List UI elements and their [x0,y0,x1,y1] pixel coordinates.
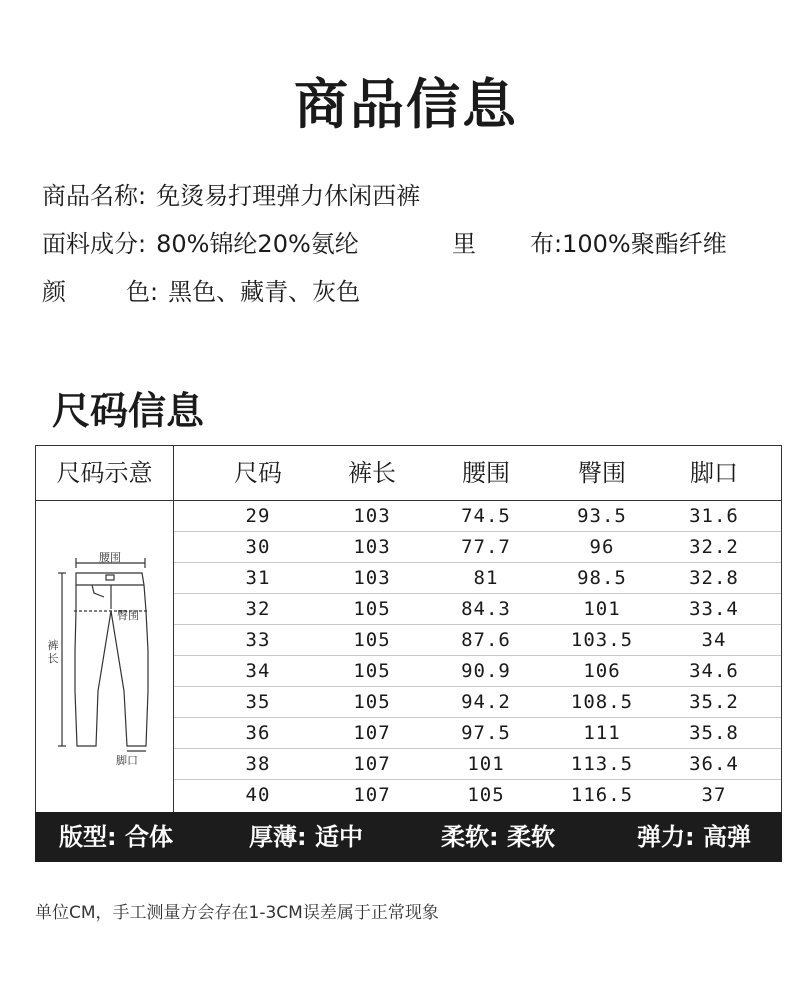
thickness-attribute: 厚薄: 适中 [249,823,363,851]
table-cell: 32 [245,598,271,620]
table-cell: 33 [245,629,271,651]
attribute-bar [35,812,782,862]
table-cell: 105 [353,598,391,620]
table-cell: 36 [245,722,271,744]
table-cell: 36.4 [689,753,739,775]
table-cell: 32.2 [689,536,739,558]
fabric-label: 面料成分: [42,230,147,258]
diagram-label-waist: 腰围 [99,551,121,564]
table-cell: 103 [353,505,391,527]
table-cell: 34 [701,629,727,651]
lining-label-2: 布: [530,230,563,258]
table-cell: 105 [467,784,505,806]
table-cell: 32.8 [689,567,739,589]
table-row [174,563,781,594]
table-cell: 35.2 [689,691,739,713]
color-label-1: 颜 [42,278,66,306]
header-hip: 臀围 [578,459,626,487]
diagram-label-hip: 臀围 [117,609,139,622]
table-cell: 106 [583,660,621,682]
color-label-2: 色: [126,278,159,306]
table-cell: 84.3 [461,598,511,620]
table-cell: 103.5 [570,629,634,651]
table-cell: 93.5 [577,505,627,527]
table-cell: 107 [353,722,391,744]
page-title: 商品信息 [294,73,518,136]
table-cell: 103 [353,567,391,589]
diagram-label-hem: 脚口 [116,754,138,767]
table-cell: 108.5 [570,691,634,713]
table-cell: 34 [245,660,271,682]
table-row [174,749,781,780]
fabric-row [42,228,359,260]
table-cell: 87.6 [461,629,511,651]
table-row [174,532,781,563]
table-cell: 105 [353,691,391,713]
table-cell: 81 [473,567,499,589]
size-section-title: 尺码信息 [52,389,205,433]
table-row [174,718,781,749]
table-cell: 35 [245,691,271,713]
table-cell: 96 [589,536,615,558]
measurement-note: 单位CM，手工测量方会存在1-3CM误差属于正常现象 [35,903,439,923]
table-cell: 107 [353,753,391,775]
stretch-attribute: 弹力: 高弹 [637,823,751,851]
table-row [174,656,781,687]
table-cell: 29 [245,505,271,527]
color-row [42,276,360,308]
table-cell: 94.2 [461,691,511,713]
table-cell: 30 [245,536,271,558]
table-cell: 101 [583,598,621,620]
trousers-diagram [36,501,173,813]
header-waist: 腰围 [462,459,510,487]
table-row [174,625,781,656]
product-name-label: 商品名称: [42,182,147,210]
table-cell: 38 [245,753,271,775]
table-row [174,687,781,718]
table-cell: 31 [245,567,271,589]
table-cell: 40 [245,784,271,806]
product-name-row [42,180,420,212]
table-cell: 90.9 [461,660,511,682]
diagram-label-length-1: 裤 [47,639,59,652]
table-cell: 31.6 [689,505,739,527]
lining-label-1: 里 [452,230,476,258]
color-value: 黑色、藏青、灰色 [168,278,361,306]
table-cell: 33.4 [689,598,739,620]
trousers-icon [36,501,173,813]
table-cell: 101 [467,753,505,775]
table-cell: 77.7 [461,536,511,558]
table-cell: 35.8 [689,722,739,744]
size-table [35,445,782,813]
header-size: 尺码 [234,459,282,487]
product-name-value: 免烫易打理弹力休闲西裤 [156,182,421,210]
table-row [174,780,781,810]
table-cell: 97.5 [461,722,511,744]
table-cell: 111 [583,722,621,744]
table-cell: 37 [701,784,727,806]
header-hem: 脚口 [690,459,738,487]
table-cell: 105 [353,660,391,682]
table-cell: 107 [353,784,391,806]
table-cell: 74.5 [461,505,511,527]
table-cell: 116.5 [570,784,634,806]
fabric-value: 80%锦纶20%氨纶 [156,230,359,258]
lining-value: 100%聚酯纤维 [562,230,727,258]
size-table-body [174,501,781,810]
table-row [174,501,781,532]
header-diagram: 尺码示意 [36,446,174,500]
table-row [174,594,781,625]
header-length: 裤长 [348,459,396,487]
lining-row [530,228,727,260]
table-cell: 105 [353,629,391,651]
softness-attribute: 柔软: 柔软 [441,823,555,851]
fit-attribute: 版型: 合体 [59,823,173,851]
table-cell: 103 [353,536,391,558]
table-cell: 113.5 [570,753,634,775]
diagram-label-length-2: 长 [47,652,59,665]
table-cell: 34.6 [689,660,739,682]
size-table-header [36,446,781,501]
table-cell: 98.5 [577,567,627,589]
